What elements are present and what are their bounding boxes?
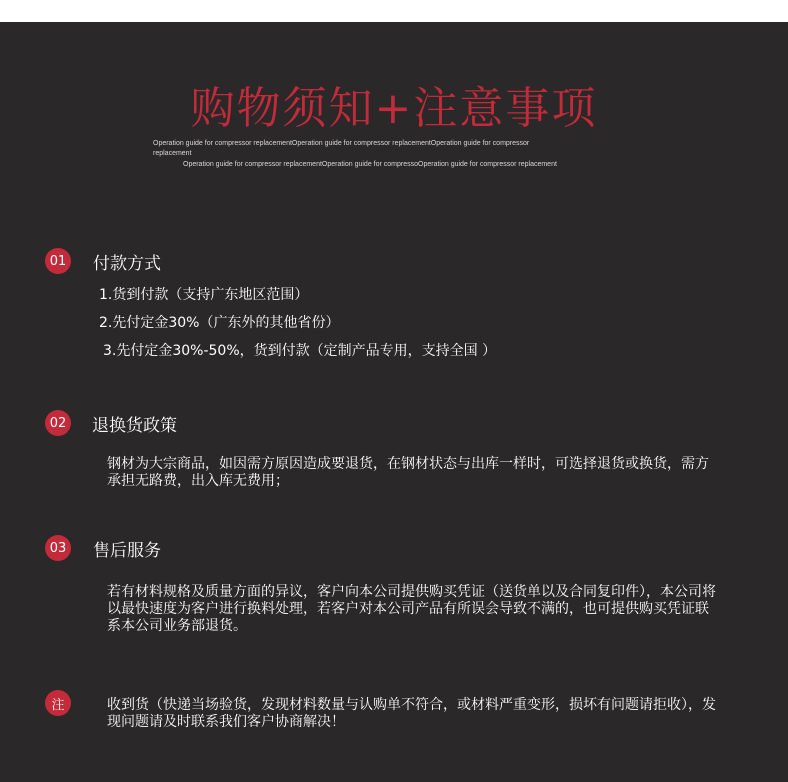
payment-option-2: 2.先付定金30%（广东外的其他省份） <box>99 315 340 331</box>
after-sales-text: 若有材料规格及质量方面的异议，客户向本公司提供购买凭证（送货单以及合同复印件），本公司将以最快速度为客户进行换料处理，若客户对本公司产品有所误会导致不满的，也可提供购买凭证联系本公司业务部退货。 <box>107 584 716 634</box>
section-badge-03: 03 <box>45 535 71 561</box>
return-policy-text: 钢材为大宗商品，如因需方原因造成要退货，在钢材状态与出库一样时，可选择退货或换货，需方承担无路费，出入库无费用； <box>107 456 709 489</box>
content-panel <box>0 22 788 782</box>
subtitle-line-2: replacement <box>153 150 192 157</box>
subtitle-line-1: Operation guide for compressor replacementOperation guide for compressor replacementOperation guide for compressor <box>153 140 530 147</box>
subtitle-line-3: Operation guide for compressor replacementOperation guide for compressoOperation guide for compressor replacement <box>183 161 557 168</box>
page-title: 购物须知+注意事项 <box>190 83 598 134</box>
payment-option-3: 3.先付定金30%-50%，货到付款（定制产品专用，支持全国 ） <box>103 343 497 359</box>
section-heading-return-policy: 退换货政策 <box>92 416 177 436</box>
note-text: 收到货（快递当场验货，发现材料数量与认购单不符合，或材料严重变形，损坏有问题请拒收），发现问题请及时联系我们客户协商解决！ <box>107 697 716 730</box>
payment-option-1: 1.货到付款（支持广东地区范围） <box>99 287 309 303</box>
section-heading-payment: 付款方式 <box>93 254 161 274</box>
section-badge-02: 02 <box>45 410 71 436</box>
section-heading-after-sales: 售后服务 <box>93 541 161 561</box>
section-badge-01: 01 <box>45 248 71 274</box>
note-badge: 注 <box>45 690 71 716</box>
